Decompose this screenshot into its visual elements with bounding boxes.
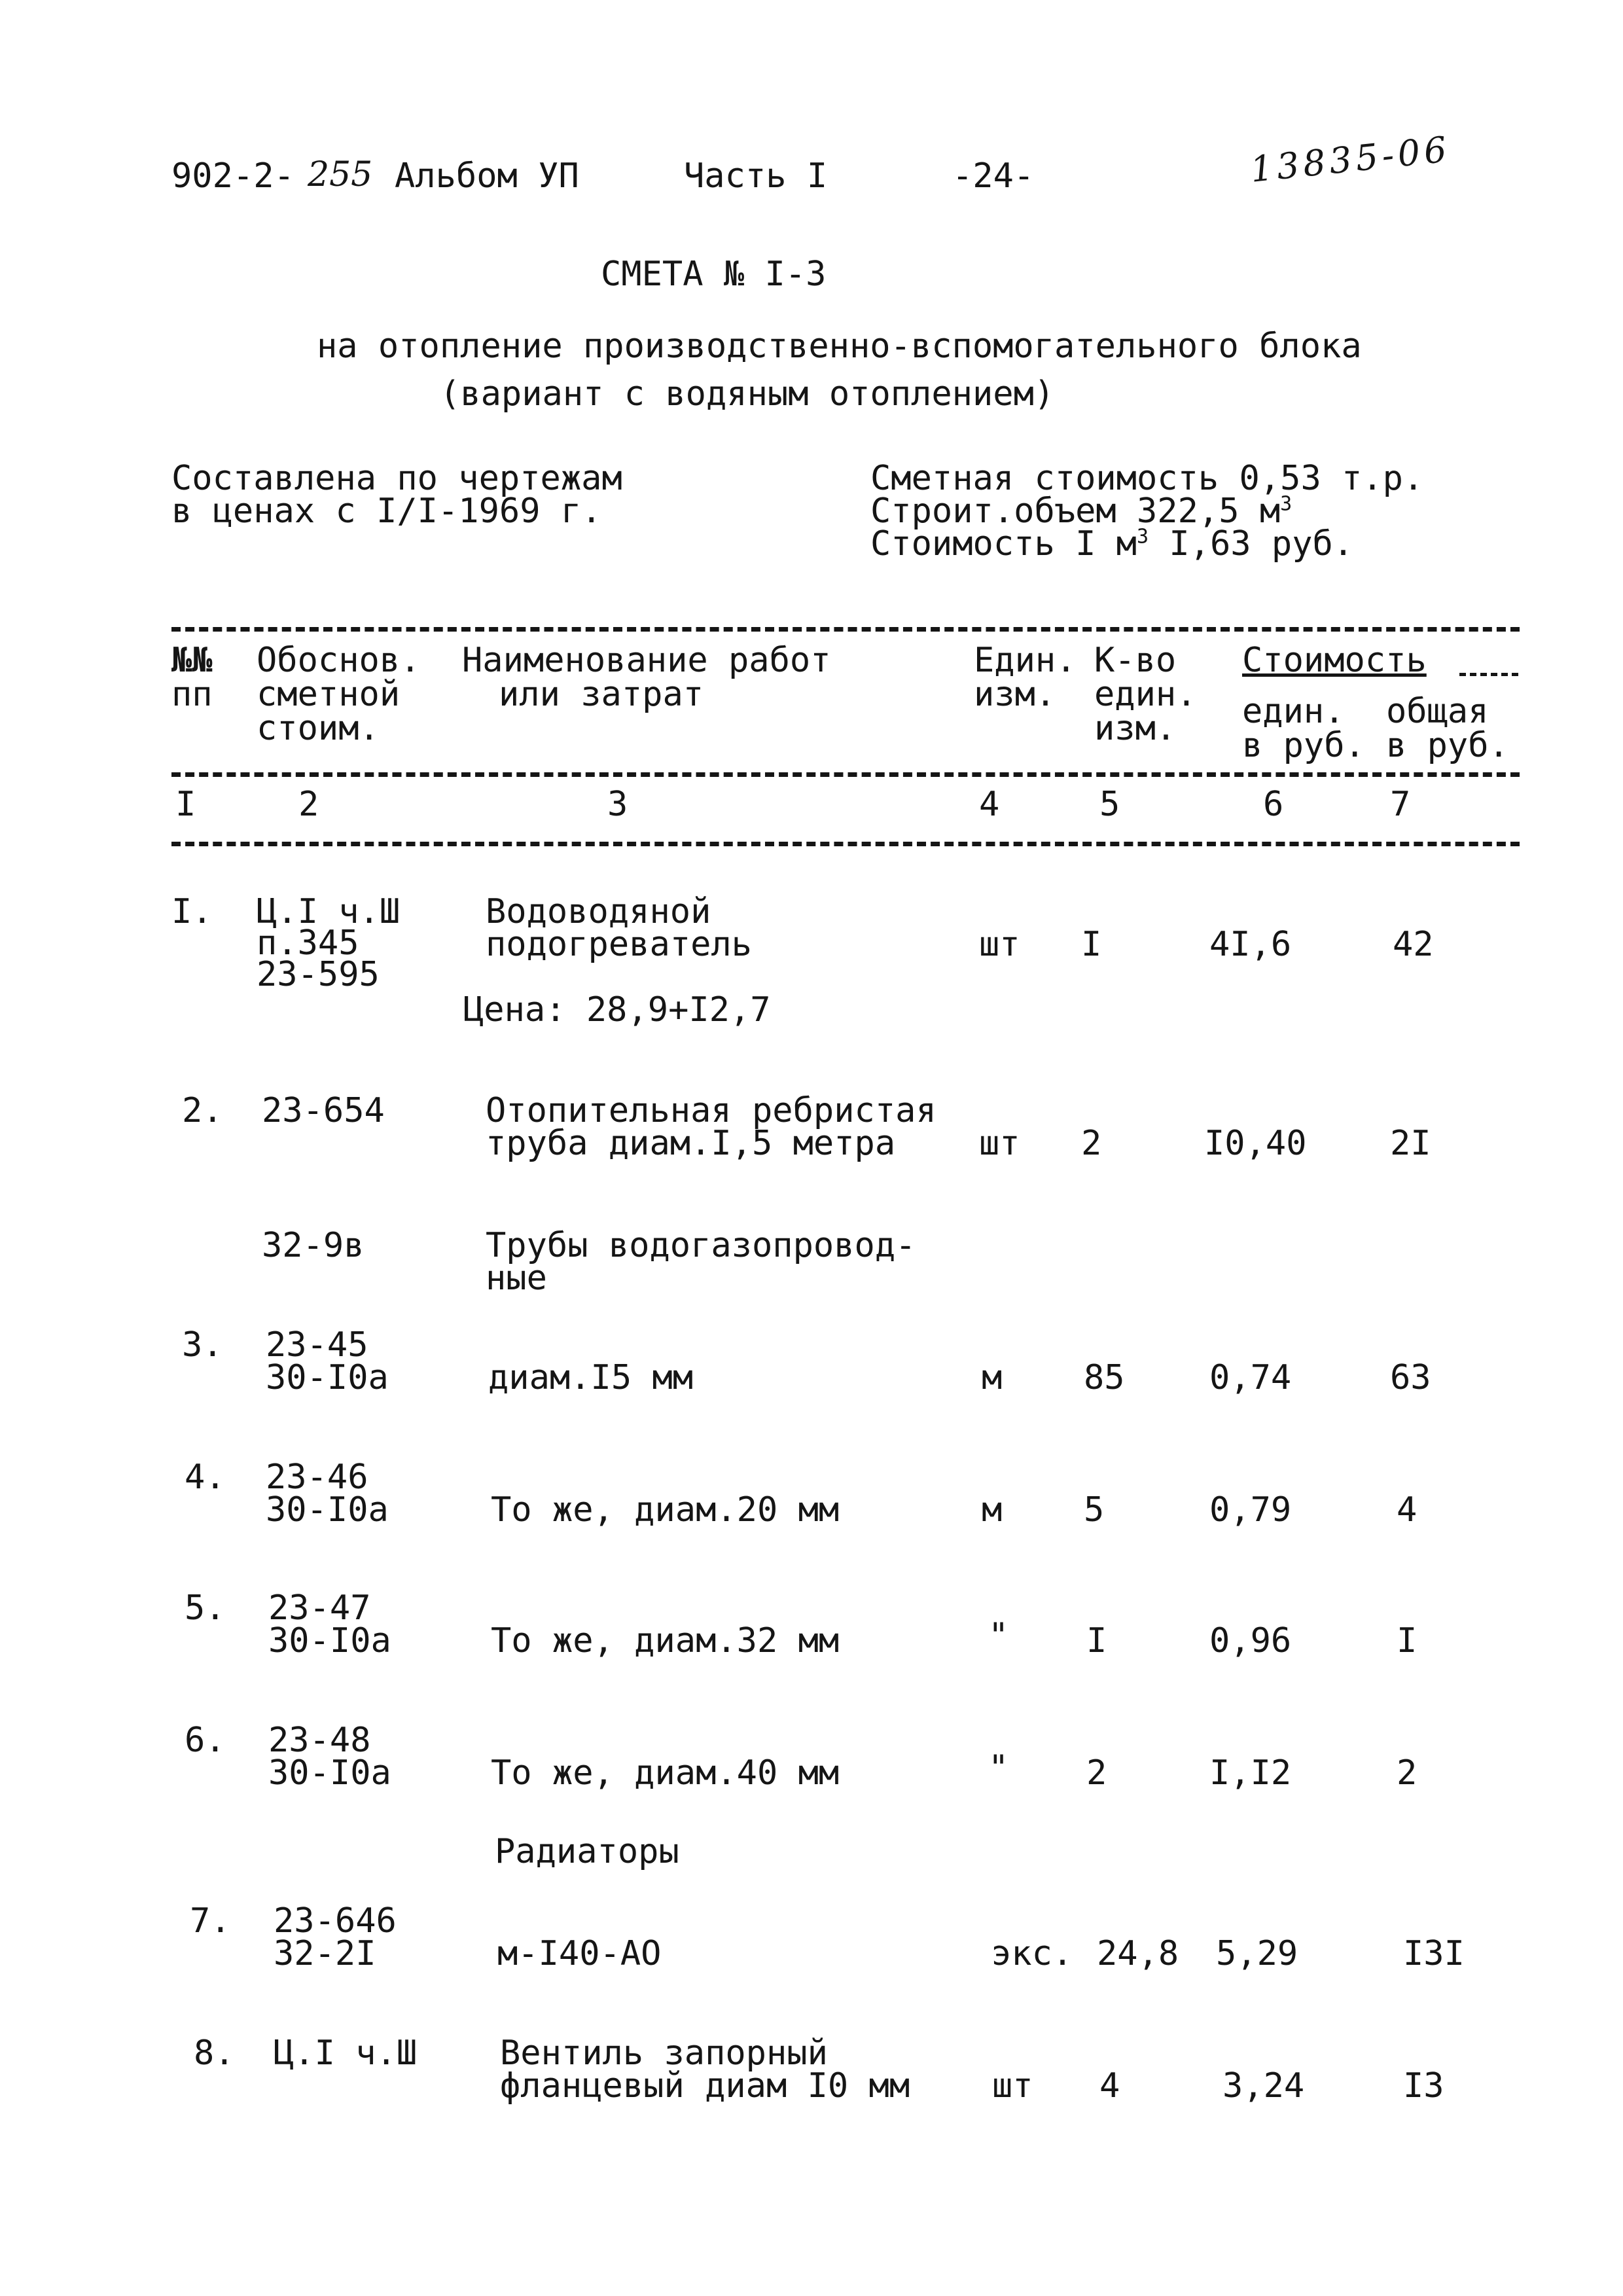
row-3-basis-1: 23-45	[266, 1325, 368, 1365]
row-8-name-2: фланцевый диам I0 мм	[500, 2066, 910, 2106]
header-num: №№	[171, 641, 213, 680]
row-4-num: 4.	[185, 1458, 226, 1497]
col-number-1: I	[175, 785, 196, 824]
row-5-qty: I	[1086, 1621, 1107, 1660]
row-6-total: 2	[1397, 1753, 1418, 1793]
header-total-2: в руб.	[1386, 726, 1509, 765]
row-7-total: I3I	[1403, 1934, 1465, 1973]
header-qty-1: К-во	[1094, 641, 1177, 680]
row-6-qty: 2	[1086, 1753, 1107, 1793]
row-4-total: 4	[1397, 1490, 1418, 1530]
row-2-unit: шт	[979, 1124, 1020, 1163]
row-4-unit-price: 0,79	[1209, 1490, 1292, 1530]
row-5-basis-2: 30-I0а	[268, 1621, 391, 1660]
row-5-num: 5.	[185, 1588, 226, 1628]
col-number-5: 5	[1099, 785, 1120, 824]
price-basis: в ценах с I/I-1969 г.	[171, 492, 602, 531]
row-1-basis-3: 23-595	[257, 955, 380, 994]
row-2-num: 2.	[182, 1091, 223, 1130]
row-7-qty: 24,8	[1097, 1934, 1179, 1973]
row-1-note: Цена: 28,9+I2,7	[463, 990, 771, 1030]
row-2-qty: 2	[1081, 1124, 1102, 1163]
row-1-basis-1: Ц.I ч.Ш	[257, 892, 401, 931]
header-bottom-rule	[171, 772, 1520, 777]
row-1-name-1: Водоводяной	[486, 892, 711, 931]
row-2-name-2: труба диам.I,5 метра	[486, 1124, 896, 1163]
row-8-qty: 4	[1099, 2066, 1120, 2106]
row-8-unit-price: 3,24	[1222, 2066, 1305, 2106]
header-qty-2: един.	[1094, 675, 1197, 714]
header-name-1: Наименование работ	[462, 641, 831, 680]
header-basis-2: сметной	[257, 675, 401, 714]
col-number-4: 4	[979, 785, 1000, 824]
row-3-qty: 85	[1084, 1358, 1125, 1397]
archive-number: 13835-06	[1248, 128, 1453, 190]
header-cost-group-tail	[1459, 673, 1518, 676]
row-8-name-1: Вентиль запорный	[500, 2034, 828, 2073]
row-7-basis-2: 32-2I	[274, 1934, 376, 1973]
row-4-basis-1: 23-46	[266, 1458, 368, 1497]
row-1-unit-price: 4I,6	[1209, 925, 1292, 964]
album-label: Альбом УП	[395, 156, 579, 196]
row-5-unit: "	[988, 1616, 1009, 1655]
header-unit-2: изм.	[974, 675, 1056, 714]
row-1-total: 42	[1393, 925, 1434, 964]
row-pipes-name-2: ные	[486, 1259, 547, 1298]
row-8-basis-1: Ц.I ч.Ш	[274, 2034, 418, 2073]
row-4-basis-2: 30-I0а	[266, 1490, 389, 1530]
cost-per-m3: Стоимость I $м^3$ I,63 руб.	[870, 524, 1354, 564]
row-2-total: 2I	[1390, 1124, 1431, 1163]
row-6-name: То же, диам.40 мм	[491, 1753, 840, 1793]
header-cost-group: Стоимость	[1242, 641, 1427, 680]
compiled-by: Составлена по чертежам	[171, 459, 622, 498]
doc-series-handwritten: 255	[308, 155, 373, 194]
row-6-unit-price: I,I2	[1209, 1753, 1292, 1793]
row-2-basis-1: 23-654	[262, 1091, 385, 1130]
row-4-name: То же, диам.20 мм	[491, 1490, 840, 1530]
row-6-basis-1: 23-48	[268, 1721, 371, 1760]
row-7-unit-price: 5,29	[1216, 1934, 1298, 1973]
row-1-name-2: подогреватель	[486, 925, 752, 964]
row-1-unit: шт	[979, 925, 1020, 964]
row-5-basis-1: 23-47	[268, 1588, 371, 1628]
row-7-num: 7.	[190, 1901, 231, 1941]
row-3-unit-price: 0,74	[1209, 1358, 1292, 1397]
row-1-basis-2: п.345	[257, 924, 359, 963]
row-5-unit-price: 0,96	[1209, 1621, 1292, 1660]
row-6-basis-2: 30-I0а	[268, 1753, 391, 1793]
row-7-basis-1: 23-646	[274, 1901, 397, 1941]
header-basis-1: Обоснов.	[257, 641, 421, 680]
col-number-2: 2	[298, 785, 319, 824]
row-2-name-1: Отопительная ребристая	[486, 1091, 936, 1130]
building-volume: Строит.объем 322,5 $м^3$	[870, 492, 1293, 531]
row-3-unit: м	[982, 1358, 1003, 1397]
row-4-qty: 5	[1084, 1490, 1105, 1530]
numbers-bottom-rule	[171, 842, 1520, 846]
row-7-unit: экс.	[991, 1934, 1073, 1973]
estimate-subtitle-2: (вариант с водяным отоплением)	[440, 374, 1055, 414]
header-total-1: общая	[1386, 692, 1489, 731]
row-8-num: 8.	[194, 2034, 235, 2073]
row-6-unit: "	[988, 1748, 1009, 1787]
estimate-subtitle-1: на отопление производственно-вспомогательного блока	[317, 327, 1362, 366]
header-unit-price-1: един.	[1242, 692, 1345, 731]
col-number-3: 3	[607, 785, 628, 824]
table-top-rule	[171, 627, 1520, 632]
row-3-basis-2: 30-I0а	[266, 1358, 389, 1397]
header-unit-1: Един.	[974, 641, 1077, 680]
row-2-unit-price: I0,40	[1204, 1124, 1307, 1163]
col-number-7: 7	[1390, 785, 1411, 824]
row-6-num: 6.	[185, 1721, 226, 1760]
col-number-6: 6	[1263, 785, 1284, 824]
estimate-title: СМЕТА № I-3	[601, 255, 827, 294]
part-label: Часть I	[684, 156, 828, 196]
header-name-2: или затрат	[499, 675, 704, 714]
row-pipes-name-1: Трубы водогазопровод-	[486, 1226, 916, 1265]
page-number: -24-	[952, 156, 1035, 196]
row-3-num: 3.	[182, 1325, 223, 1365]
row-5-total: I	[1397, 1621, 1418, 1660]
doc-series: 902-2-	[171, 156, 294, 196]
row-4-unit: м	[982, 1490, 1003, 1530]
row-1-num: I.	[171, 892, 213, 931]
row-3-total: 63	[1390, 1358, 1431, 1397]
header-num-2: пп	[171, 675, 213, 714]
row-pipes-basis: 32-9в	[262, 1226, 365, 1265]
row-radiators-name: Радиаторы	[495, 1832, 679, 1871]
row-1-qty: I	[1081, 925, 1102, 964]
header-qty-3: изм.	[1094, 709, 1177, 748]
row-7-name: м-I40-АО	[497, 1934, 662, 1973]
header-basis-3: стоим.	[257, 709, 380, 748]
row-3-name: диам.I5 мм	[488, 1358, 694, 1397]
estimated-cost: Сметная стоимость 0,53 т.р.	[870, 459, 1424, 498]
header-unit-price-2: в руб.	[1242, 726, 1365, 765]
row-8-total: I3	[1403, 2066, 1444, 2106]
row-5-name: То же, диам.32 мм	[491, 1621, 840, 1660]
row-8-unit: шт	[992, 2066, 1033, 2106]
